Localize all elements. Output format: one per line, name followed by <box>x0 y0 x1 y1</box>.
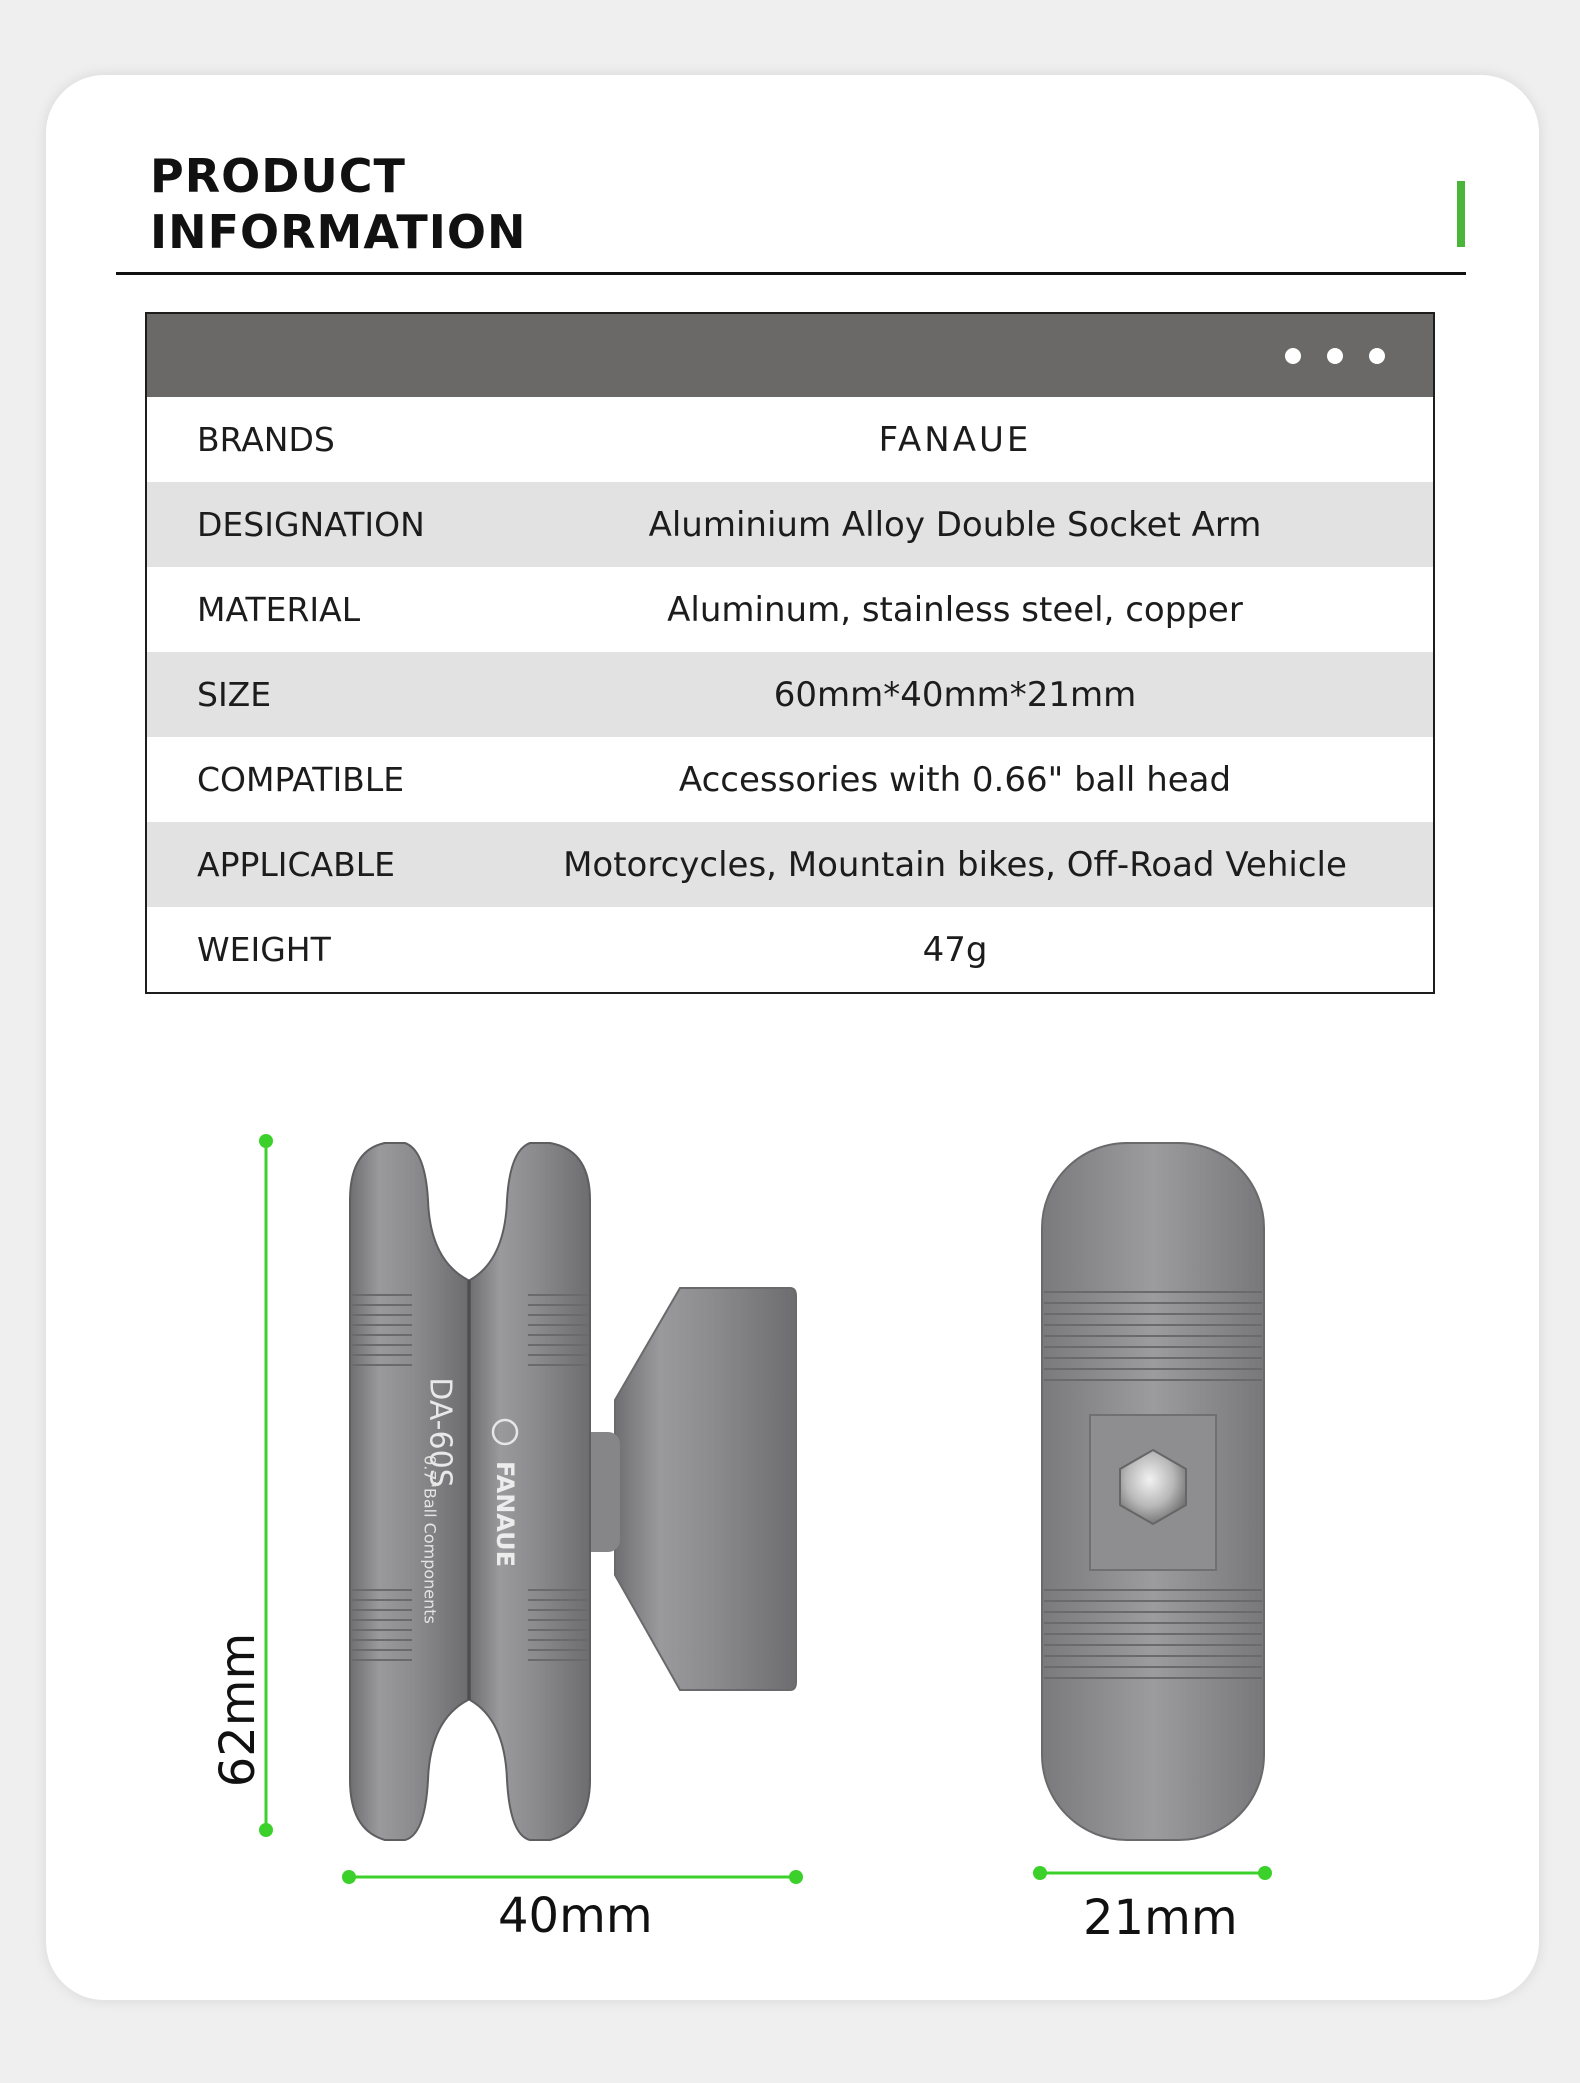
spec-label: COMPATIBLE <box>197 760 405 799</box>
spec-value: Accessories with 0.66" ball head <box>678 759 1232 800</box>
width-dimension-label: 40mm <box>498 1888 653 1944</box>
product-subtitle: 0.7"Ball Components <box>420 1455 440 1624</box>
spec-value: 47g <box>922 929 988 970</box>
spec-value: 60mm*40mm*21mm <box>773 674 1137 715</box>
title-line-1: PRODUCT <box>150 149 406 203</box>
width-dimension-line <box>342 1870 803 1884</box>
spec-value: FANAUE <box>878 419 1032 460</box>
socket-arm-front-view <box>350 1143 796 1840</box>
product-model-label: DA-60S <box>422 1377 458 1488</box>
spec-value: Aluminium Alloy Double Socket Arm <box>648 504 1262 545</box>
spec-label: MATERIAL <box>197 590 361 629</box>
spec-label: DESIGNATION <box>197 505 425 544</box>
product-brand-mark: FANAUE <box>491 1460 519 1568</box>
spec-label: BRANDS <box>197 420 335 459</box>
spec-value: Aluminum, stainless steel, copper <box>667 589 1243 630</box>
spec-value: Motorcycles, Mountain bikes, Off-Road Vehicle <box>563 844 1347 885</box>
spec-label: APPLICABLE <box>197 845 395 884</box>
depth-dimension-label: 21mm <box>1083 1890 1238 1946</box>
title-line-2: INFORMATION <box>150 205 527 259</box>
height-dimension-label: 62mm <box>210 1632 266 1788</box>
spec-label: SIZE <box>197 675 272 714</box>
socket-arm-side-view <box>1042 1143 1264 1840</box>
depth-dimension-line <box>1033 1866 1272 1880</box>
spec-label: WEIGHT <box>197 930 331 969</box>
